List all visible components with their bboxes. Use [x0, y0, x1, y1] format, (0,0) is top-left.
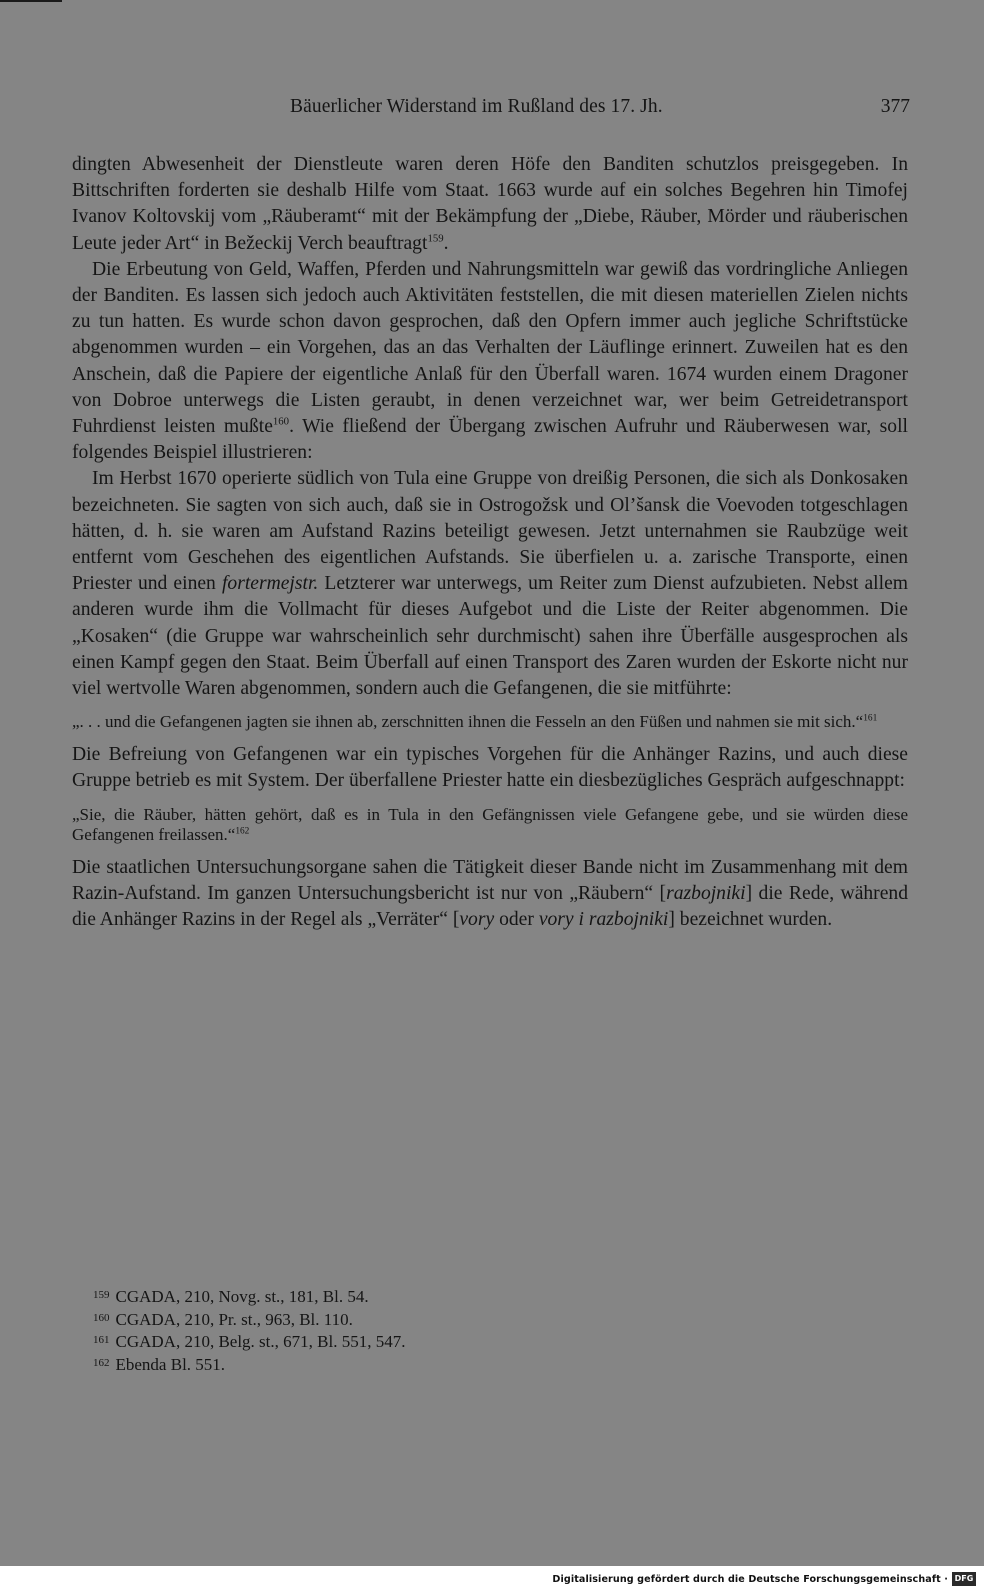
- paragraph-2: [72, 257, 908, 467]
- block-quote-2-text: „Sie, die Räuber, hätten gehört, daß es in Tula in den Gefängnissen viele Gefangene gebe, und sie würden diese Gefangenen freilassen.“: [72, 804, 908, 844]
- footnote-number: 162: [93, 1356, 110, 1369]
- footnote: [93, 1285, 405, 1308]
- term-razbojniki: razbojniki: [666, 882, 746, 904]
- paragraph-5-end: ] bezeichnet wurden.: [668, 909, 833, 931]
- paragraph-1: [72, 152, 908, 257]
- footnote-text: CGADA, 210, Belg. st., 671, Bl. 551, 547.: [115, 1332, 406, 1351]
- footnote: [93, 1330, 405, 1353]
- paragraph-5-text-c: oder: [494, 909, 539, 931]
- footnote-ref-161: 161: [863, 713, 878, 724]
- paragraph-4: Die Befreiung von Gefangenen war ein typisches Vorgehen für die Anhänger Razins, und auch diese Gruppe betrieb es mit System. Der überfallene Priester hatte ein diesbezügliches Gespräch aufgeschnappt:: [72, 744, 908, 792]
- scan-corner-mark: [0, 0, 62, 2]
- footnote-number: 159: [93, 1289, 110, 1301]
- dfg-logo-text: DFG: [954, 1574, 974, 1583]
- paragraph-2-end: . Wie fließend der Übergang zwischen Aufruhr und Räuberwesen war, soll folgendes Beispiel illustrieren:: [72, 416, 908, 464]
- footnote-number: 160: [93, 1311, 110, 1324]
- paragraph-1-text: dingten Abwesenheit der Dienstleute waren deren Höfe den Banditen schutzlos preisgegeben. In Bittschriften forderten sie deshalb Hilfe vom Staat. 1663 wurde auf ein solches Begehren hin Timofej Ivanov Koltovskij vom „Räuberamt“ mit der Bekämpfung der „Diebe, Räuber, Mörder und räuberischen Leute jeder Art“ in Bežeckij Verch beauftragt: [72, 154, 908, 254]
- paragraph-1-end: .: [443, 232, 449, 254]
- block-quote-1-text: „. . . und die Gefangenen jagten sie ihnen ab, zerschnitten ihnen die Fesseln an den Füßen und nahmen sie mit sich.“: [72, 712, 864, 732]
- paragraph-3-end: Letzterer war unterwegs, um Reiter zum Dienst aufzubieten. Nebst allem anderen wurde ihm die Vollmacht für dieses Aufgebot und die Liste der Reiter abgenommen. Die „Kosaken“ (die Gruppe war wahrscheinlich sehr durchmischt) sahen ihre Überfälle ausgesprochen als einen Kampf gegen den Staat. Beim Überfall auf einen Transport des Zaren wurden der Eskorte nicht nur viel wertvolle Waren abgenommen, sondern auch die Gefangenen, die sie mitführte:: [72, 573, 909, 700]
- footnote-ref-159: 159: [427, 232, 444, 245]
- footnote-ref-162: 162: [235, 826, 250, 837]
- paragraph-3: [72, 466, 908, 702]
- paragraph-2-text: Die Erbeutung von Geld, Waffen, Pferden und Nahrungsmitteln war gewiß das vordringliche Anliegen der Banditen. Es lassen sich jedoch auch Aktivitäten feststellen, die mit diesen materiellen Zielen nichts zu tun hatten. Es wurde schon davon gesprochen, daß den Opfern immer auch jegliche Schriftstücke abgenommen wurden – ein Vorgehen, das an das Verhalten der Läuflinge erinnert. Zuweilen hat es den Anschein, daß die Papiere der eigentliche Anlaß für den Überfall waren. 1674 wurden einem Dragoner von Dobroe unterwegs die Listen geraubt, in denen verzeichnet war, wer beim Getreidetransport Fuhrdienst leisten mußte: [72, 258, 908, 438]
- term-fortermejstr: fortermejstr.: [221, 573, 319, 595]
- footnote-ref-160: 160: [272, 415, 290, 428]
- paragraph-5: [72, 855, 908, 934]
- page-number: 377: [880, 96, 910, 117]
- block-quote-2: [72, 805, 908, 845]
- main-text: [72, 152, 908, 933]
- block-quote-1: [72, 712, 908, 732]
- digitization-credit: Digitalisierung gefördert durch die Deutsche Forschungsgemeinschaft ·: [552, 1574, 948, 1585]
- dfg-logo: [952, 1572, 976, 1586]
- footnote-text: Ebenda Bl. 551.: [115, 1354, 226, 1374]
- term-vory-i-razbojniki: vory i razbojniki: [538, 909, 669, 931]
- footnote-text: CGADA, 210, Novg. st., 181, Bl. 54.: [115, 1287, 369, 1306]
- footnote-number: 161: [93, 1334, 110, 1346]
- footnote: [93, 1353, 405, 1376]
- paragraph-3-text: Im Herbst 1670 operierte südlich von Tula eine Gruppe von dreißig Personen, die sich als Donkosaken bezeichneten. Sie sagten von sich auch, daß sie in Ostrogožsk und Ol’šansk die Voevoden totgeschlagen hätten, d. h. sie waren am Aufstand Razins beteiligt gewesen. Jetzt unternahmen sie Raubzüge weit entfernt vom Geschehen des eigentlichen Aufstands. Sie überfielen u. a. zarische Transporte, einen Priester und einen: [72, 468, 908, 595]
- footnotes: [93, 1285, 405, 1375]
- footnote-text: CGADA, 210, Pr. st., 963, Bl. 110.: [115, 1309, 353, 1329]
- paragraph-5-text: Die staatlichen Untersuchungsorgane sahen die Tätigkeit dieser Bande nicht im Zusammenhang mit dem Razin-Aufstand. Im ganzen Untersuchungsbericht ist nur von „Räubern“ [: [72, 856, 908, 904]
- term-vory: vory: [459, 909, 495, 931]
- paragraph-5-text-b: ] die Rede, während die Anhänger Razins in der Regel als „Verräter“ [: [72, 882, 908, 931]
- running-head: Bäuerlicher Widerstand im Rußland des 17. Jh.: [290, 96, 663, 117]
- footnote: [93, 1308, 405, 1331]
